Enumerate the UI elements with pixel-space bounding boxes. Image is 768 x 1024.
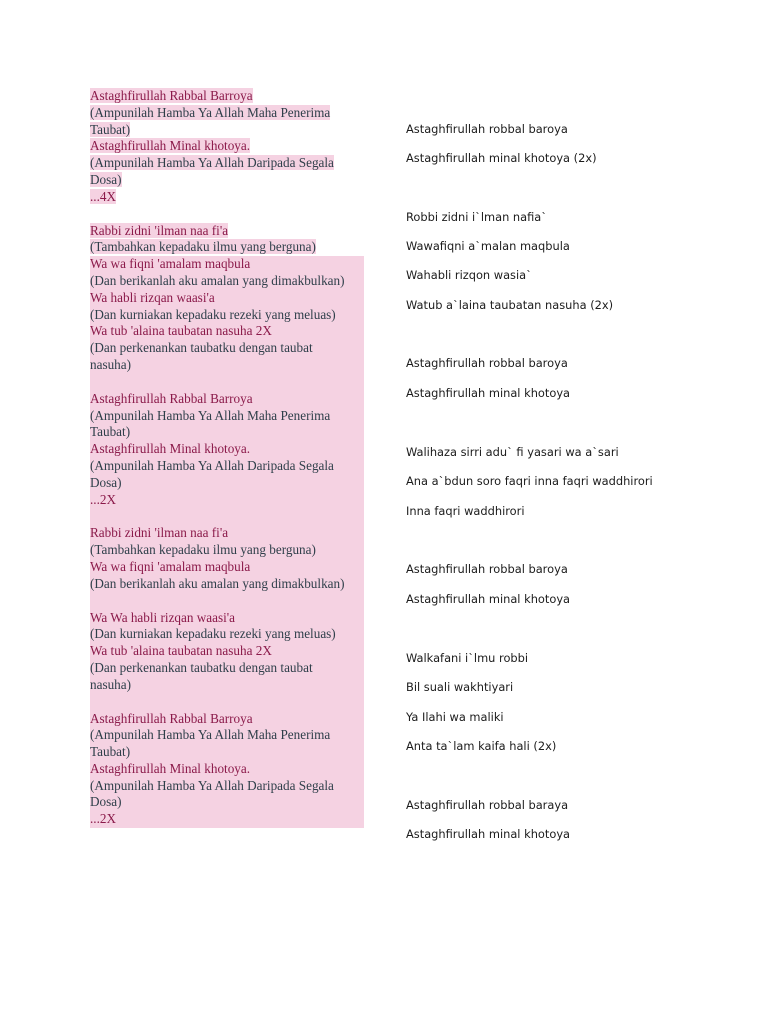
translation-line: (Ampunilah Hamba Ya Allah Maha Penerima bbox=[90, 407, 331, 423]
translation-line: (Ampunilah Hamba Ya Allah Maha Penerima bbox=[90, 104, 331, 120]
spacer bbox=[90, 508, 364, 525]
spacer bbox=[90, 694, 364, 711]
translation-line: (Dan berikanlah aku amalan yang dimakbulkan) bbox=[90, 272, 345, 288]
translation-line: (Dan kurniakan kepadaku rezeki yang meluas) bbox=[90, 626, 336, 642]
lyric-line: Wahabli rizqon wasia` bbox=[406, 268, 532, 282]
lyric-line: Ya Ilahi wa maliki bbox=[406, 710, 504, 724]
lyric-line: Astaghfirullah minal khotoya bbox=[406, 827, 571, 841]
translation-line: (Dan berikanlah aku amalan yang dimakbulkan) bbox=[90, 575, 345, 591]
translation-line: (Dan kurniakan kepadaku rezeki yang meluas) bbox=[90, 306, 336, 322]
lyric-line: Wa wa fiqni 'amalam maqbula bbox=[90, 256, 251, 272]
translation-line: Dosa) bbox=[90, 474, 122, 490]
repeat-marker: ...4X bbox=[90, 188, 117, 204]
lyric-line: Astaghfirullah robbal baroya bbox=[406, 356, 568, 370]
lyric-line: Astaghfirullah minal khotoya (2x) bbox=[406, 151, 597, 165]
lyric-line: Wa tub 'alaina taubatan nasuha 2X bbox=[90, 643, 272, 659]
translation-line: nasuha) bbox=[90, 676, 132, 692]
lyric-line: Astaghfirullah minal khotoya bbox=[406, 386, 571, 400]
translation-line: (Tambahkan kepadaku ilmu yang berguna) bbox=[90, 239, 316, 255]
translation-line: (Ampunilah Hamba Ya Allah Daripada Segala bbox=[90, 155, 334, 171]
lyric-line: Astaghfirullah Rabbal Barroya bbox=[90, 390, 253, 406]
lyric-line: Watub a`laina taubatan nasuha (2x) bbox=[406, 298, 614, 312]
translation-line: Taubat) bbox=[90, 744, 131, 760]
translation-line: Dosa) bbox=[90, 794, 122, 810]
translation-line: (Dan perkenankan taubatku dengan taubat bbox=[90, 340, 313, 356]
lyric-line: Wa tub 'alaina taubatan nasuha 2X bbox=[90, 323, 272, 339]
lyric-line: Ana a`bdun soro faqri inna faqri waddhirori bbox=[406, 474, 653, 488]
malay-lyrics-column bbox=[90, 88, 364, 828]
lyric-line: Inna faqri waddhirori bbox=[406, 504, 525, 518]
translation-line: (Ampunilah Hamba Ya Allah Daripada Segala bbox=[90, 777, 334, 793]
highlighted-section bbox=[90, 256, 364, 828]
translation-line: Taubat) bbox=[90, 121, 131, 137]
lyric-line: Walihaza sirri adu` fi yasari wa a`sari bbox=[406, 445, 619, 459]
lyric-line: Walkafani i`lmu robbi bbox=[406, 651, 529, 665]
translation-line: (Tambahkan kepadaku ilmu yang berguna) bbox=[90, 542, 316, 558]
lyric-block-2 bbox=[90, 223, 364, 257]
lyric-line: Anta ta`lam kaifa hali (2x) bbox=[406, 739, 557, 753]
spacer bbox=[90, 374, 364, 391]
lyric-line: Astaghfirullah robbal baroya bbox=[406, 122, 568, 136]
repeat-marker: ...2X bbox=[90, 491, 117, 507]
translation-line: (Ampunilah Hamba Ya Allah Maha Penerima bbox=[90, 727, 331, 743]
lyric-line: Astaghfirullah robbal baraya bbox=[406, 798, 569, 812]
lyric-line: Astaghfirullah Minal khotoya. bbox=[90, 441, 251, 457]
translation-line: nasuha) bbox=[90, 356, 132, 372]
lyric-line: Astaghfirullah Rabbal Barroya bbox=[90, 88, 253, 103]
lyric-line: Astaghfirullah Minal khotoya. bbox=[90, 760, 251, 776]
lyric-line: Astaghfirullah minal khotoya bbox=[406, 592, 571, 606]
repeat-marker: ...2X bbox=[90, 811, 117, 827]
lyric-line: Wa habli rizqan waasi'a bbox=[90, 289, 215, 305]
lyric-block-1 bbox=[90, 88, 364, 206]
translation-line: Taubat) bbox=[90, 424, 131, 440]
lyric-line: Wa Wa habli rizqan waasi'a bbox=[90, 609, 236, 625]
lyric-line: Astaghfirullah robbal baroya bbox=[406, 562, 568, 576]
spacer bbox=[90, 206, 364, 223]
lyric-line: Rabbi zidni 'ilman naa fi'a bbox=[90, 525, 229, 541]
lyric-line: Robbi zidni i`lman nafia` bbox=[406, 210, 547, 224]
lyric-line: Wawafiqni a`malan maqbula bbox=[406, 239, 570, 253]
spacer bbox=[90, 593, 364, 610]
lyric-line: Astaghfirullah Minal khotoya. bbox=[90, 138, 251, 154]
translation-line: Dosa) bbox=[90, 171, 122, 187]
lyric-line: Rabbi zidni 'ilman naa fi'a bbox=[90, 222, 229, 238]
translation-line: (Ampunilah Hamba Ya Allah Daripada Segala bbox=[90, 457, 334, 473]
lyric-line: Bil suali wakhtiyari bbox=[406, 680, 514, 694]
lyric-line: Astaghfirullah Rabbal Barroya bbox=[90, 710, 253, 726]
lyric-line: Wa wa fiqni 'amalam maqbula bbox=[90, 558, 251, 574]
translation-line: (Dan perkenankan taubatku dengan taubat bbox=[90, 659, 313, 675]
